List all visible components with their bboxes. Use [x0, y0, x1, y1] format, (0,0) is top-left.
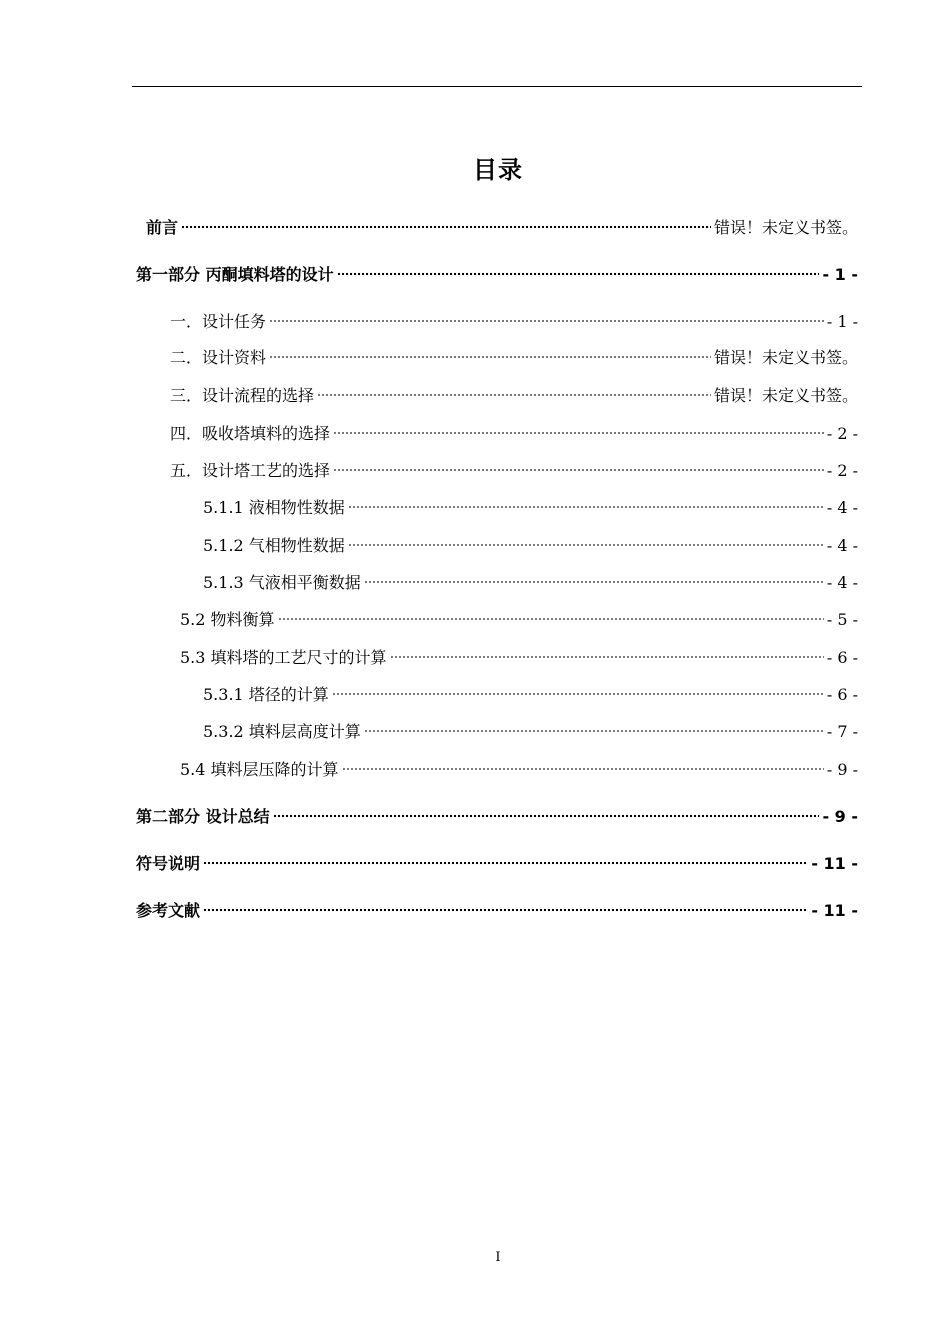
page-number: I [495, 1250, 501, 1265]
toc-leader-dots [348, 543, 824, 547]
toc-entry-page: 错误！未定义书签。 [713, 348, 858, 367]
toc-leader-dots [364, 580, 824, 584]
toc-entry[interactable] [170, 422, 858, 446]
toc-entry-label: 前言 [146, 218, 179, 237]
toc-entry[interactable] [203, 571, 858, 595]
toc-entry-page: - 9 - [826, 760, 858, 779]
toc-entry-label: 5.1.3 气液相平衡数据 [203, 573, 361, 592]
toc-entry[interactable] [180, 758, 858, 782]
toc-entry[interactable] [136, 899, 858, 923]
toc-entry-page: - 4 - [826, 573, 858, 592]
toc-entry-label: 四．吸收塔填料的选择 [170, 424, 331, 443]
toc-entry-page: 错误！未定义书签。 [713, 218, 858, 237]
toc-entry[interactable] [203, 534, 858, 558]
toc-entry[interactable] [203, 683, 858, 707]
toc-entry-page: - 5 - [826, 610, 858, 629]
toc-entry-label: 5.1.2 气相物性数据 [203, 536, 345, 555]
toc-entry[interactable] [136, 852, 858, 876]
toc-entry-page: - 1 - [822, 265, 858, 284]
toc-entry-label: 参考文献 [136, 901, 201, 920]
toc-entry[interactable] [203, 496, 858, 520]
toc-leader-dots [269, 355, 711, 359]
toc-entry-label: 三．设计流程的选择 [170, 386, 315, 405]
toc-entry-page: - 7 - [826, 722, 858, 741]
toc-entry[interactable] [146, 216, 858, 240]
toc-entry-page: - 11 - [811, 901, 858, 920]
toc-entry-page: - 2 - [826, 424, 858, 443]
toc-entry-label: 5.3 填料塔的工艺尺寸的计算 [180, 648, 387, 667]
toc-leader-dots [269, 319, 824, 323]
toc-entry[interactable] [170, 346, 858, 370]
toc-entry-page: - 2 - [826, 461, 858, 480]
toc-entry-label: 一．设计任务 [170, 312, 267, 331]
toc-entry-label: 5.4 填料层压降的计算 [180, 760, 339, 779]
toc-entry-page: - 1 - [826, 312, 858, 331]
toc-entry[interactable] [180, 608, 858, 632]
toc-entry-page: - 4 - [826, 498, 858, 517]
toc-entry[interactable] [136, 805, 858, 829]
toc-entry[interactable] [170, 459, 858, 483]
toc-leader-dots [364, 729, 824, 733]
toc-entry-page: - 9 - [822, 807, 858, 826]
toc-entry-label: 第二部分 设计总结 [136, 807, 270, 826]
toc-entry-page: - 6 - [826, 648, 858, 667]
toc-entry-page: 错误！未定义书签。 [713, 386, 858, 405]
toc-leader-dots [390, 655, 824, 659]
toc-entry[interactable] [170, 310, 858, 334]
toc-leader-dots [333, 431, 824, 435]
toc-entry-label: 5.2 物料衡算 [180, 610, 275, 629]
toc-entry-label: 符号说明 [136, 854, 201, 873]
toc-leader-dots [333, 468, 824, 472]
toc-entry-label: 五．设计塔工艺的选择 [170, 461, 331, 480]
toc-leader-dots [342, 767, 824, 771]
page-title: 目录 [473, 156, 523, 184]
toc-entry[interactable] [170, 384, 858, 408]
toc-leader-dots [278, 617, 824, 621]
toc-leader-dots [337, 272, 820, 276]
toc-leader-dots [273, 814, 820, 818]
toc-entry-label: 二．设计资料 [170, 348, 267, 367]
toc-entry-label: 5.3.2 填料层高度计算 [203, 722, 361, 741]
toc-leader-dots [332, 692, 824, 696]
toc-entry-page: - 4 - [826, 536, 858, 555]
toc-entry-label: 5.1.1 液相物性数据 [203, 498, 345, 517]
toc-entry-page: - 6 - [826, 685, 858, 704]
toc-leader-dots [181, 225, 711, 229]
toc-leader-dots [203, 908, 808, 912]
toc-entry[interactable] [180, 646, 858, 670]
toc-entry-page: - 11 - [811, 854, 858, 873]
toc-entry[interactable] [203, 720, 858, 744]
toc-entry[interactable] [136, 263, 858, 287]
toc-entry-label: 5.3.1 塔径的计算 [203, 685, 329, 704]
toc-leader-dots [348, 505, 824, 509]
toc-entry-label: 第一部分 丙酮填料塔的设计 [136, 265, 334, 284]
toc-leader-dots [203, 861, 808, 865]
header-rule [132, 86, 862, 87]
toc-leader-dots [317, 393, 711, 397]
